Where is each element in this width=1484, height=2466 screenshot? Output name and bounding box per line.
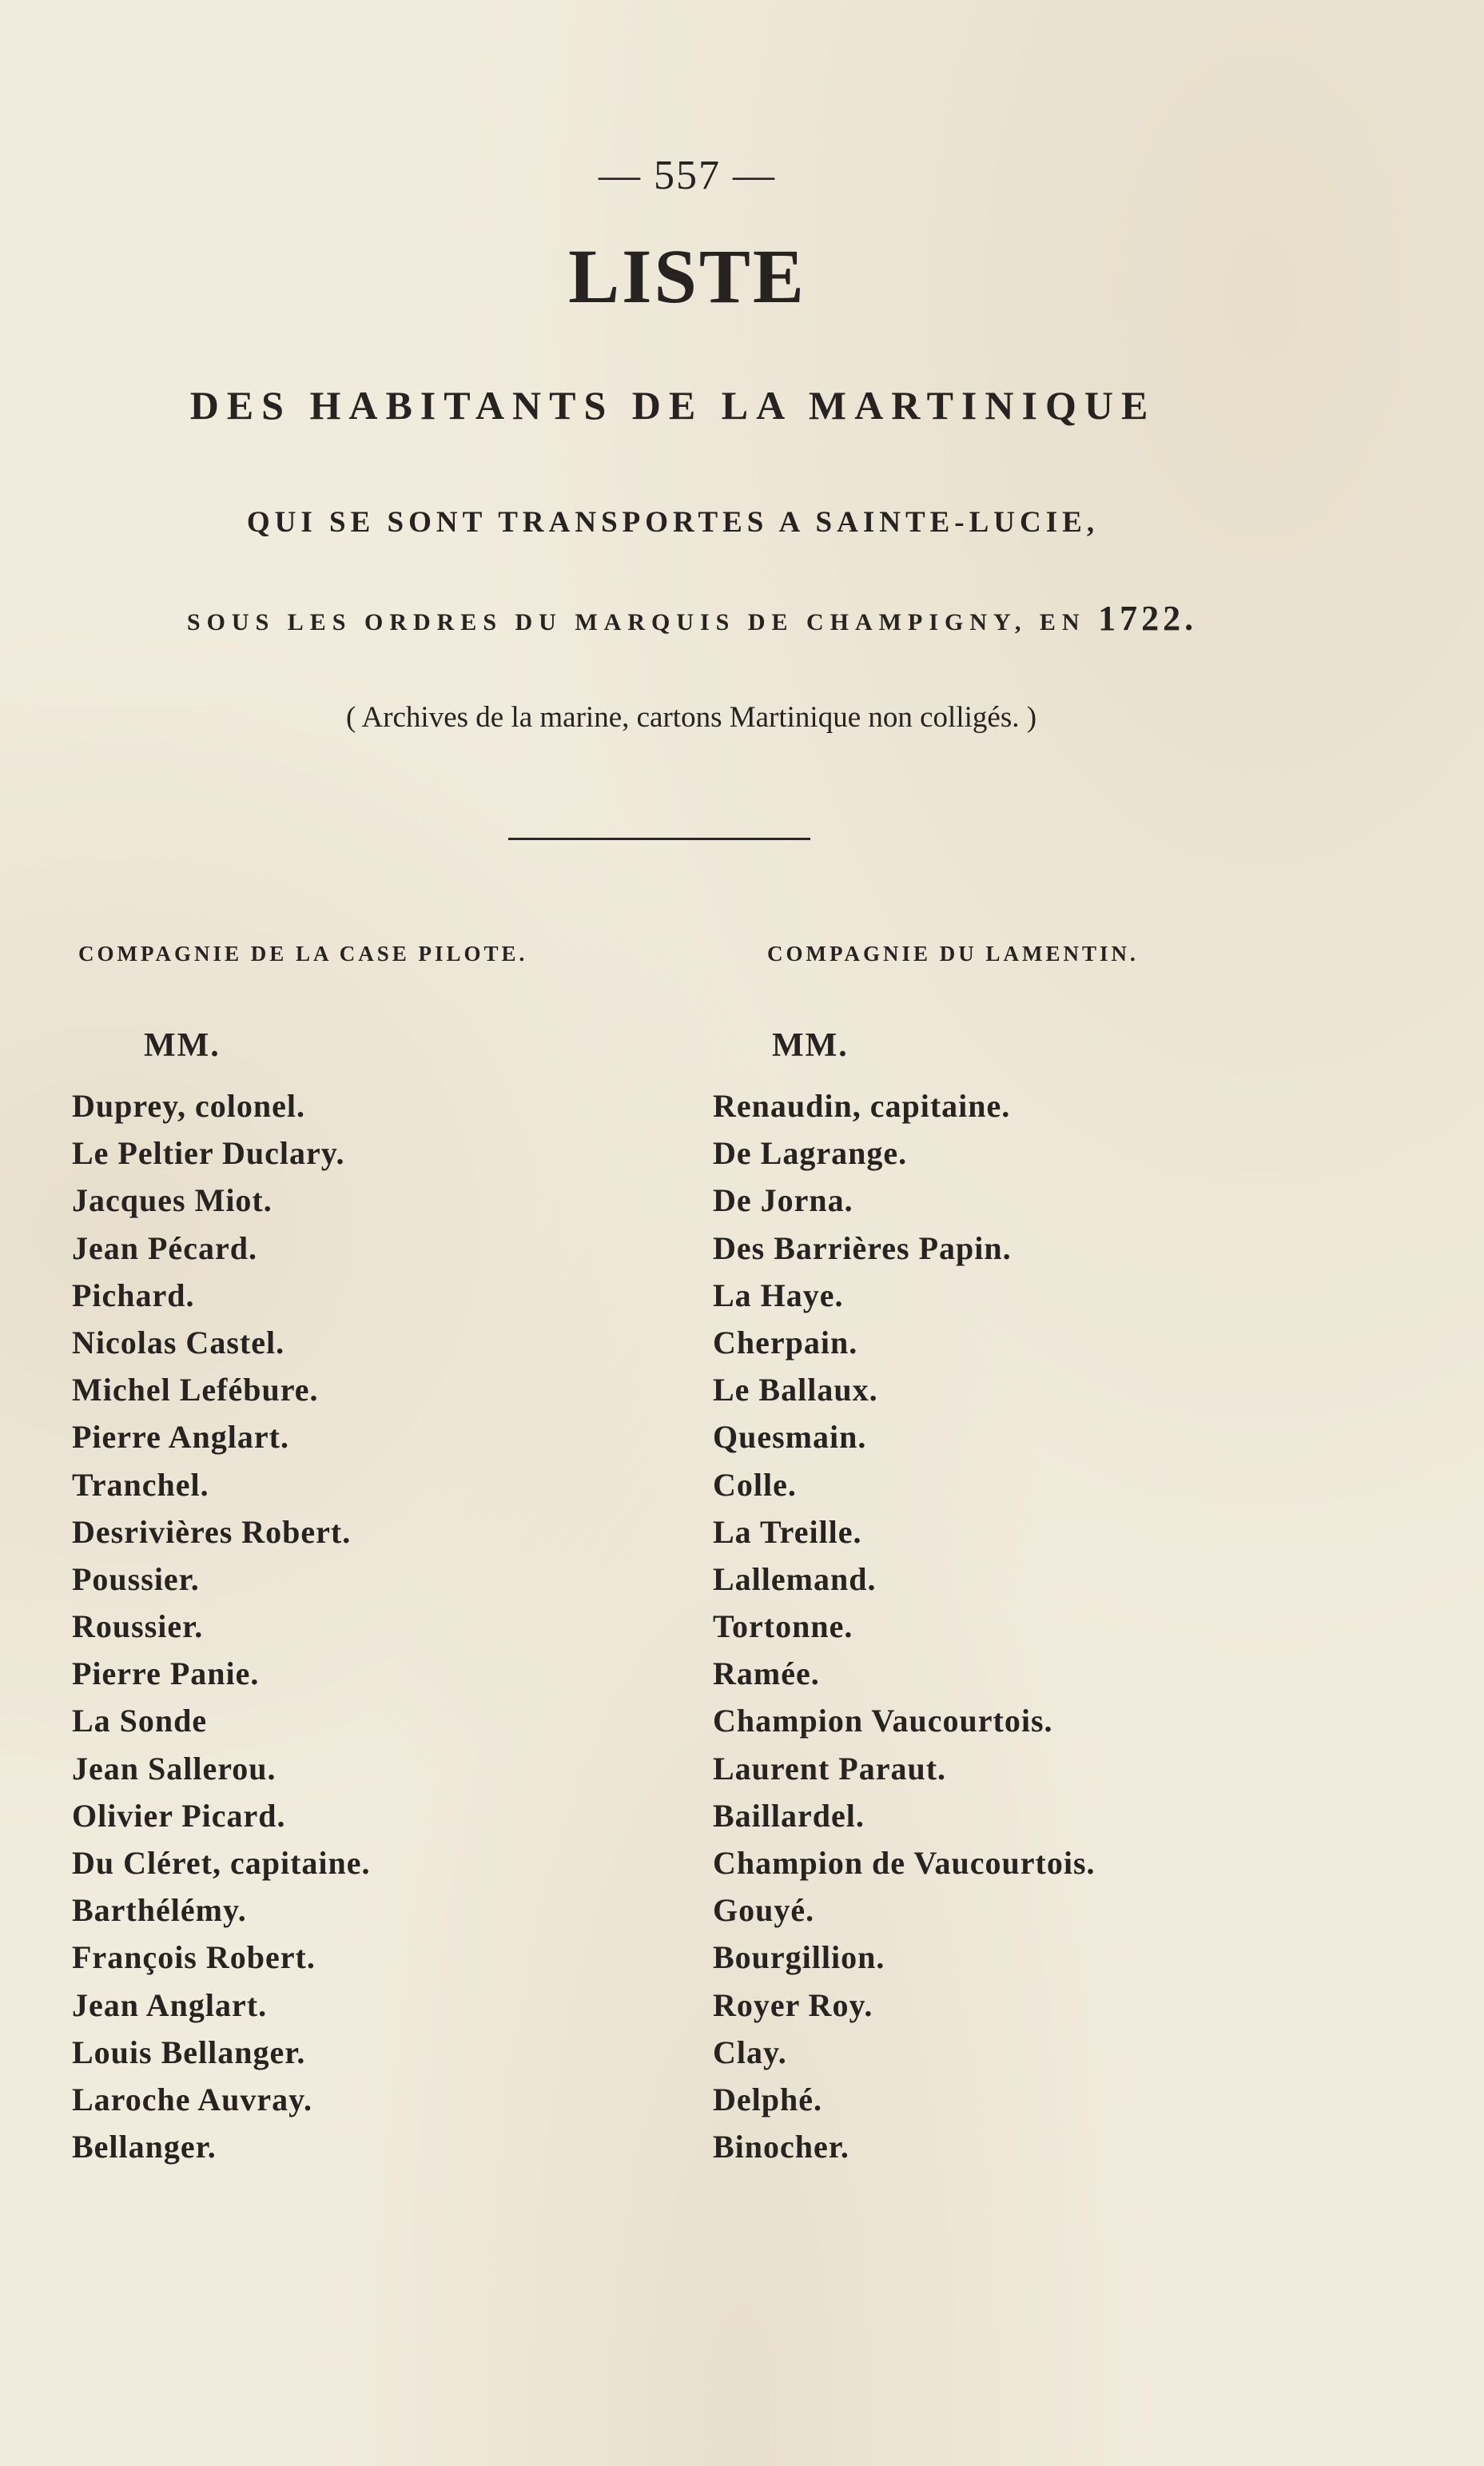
list-item: Renaudin, capitaine.	[713, 1088, 1011, 1124]
page-title: LISTE	[568, 233, 806, 319]
list-item: Tranchel.	[72, 1466, 209, 1503]
mm-label-right: MM.	[772, 1027, 849, 1064]
list-item: Pierre Anglart.	[72, 1419, 289, 1456]
list-item: La Haye.	[713, 1277, 844, 1313]
list-item: Jean Sallerou.	[72, 1750, 277, 1787]
list-item: Le Ballaux.	[713, 1372, 878, 1408]
list-item: Laurent Paraut.	[713, 1750, 947, 1787]
list-item: Champion Vaucourtois.	[713, 1703, 1053, 1739]
subtitle-line-2: QUI SE SONT TRANSPORTES A SAINTE-LUCIE,	[246, 506, 1100, 539]
list-item: Cherpain.	[713, 1324, 858, 1360]
list-item: La Sonde	[72, 1703, 208, 1739]
list-item: Bellanger.	[72, 2129, 217, 2165]
list-item: Le Peltier Duclary.	[72, 1135, 345, 1172]
separator-rule	[508, 838, 810, 840]
column-heading-case-pilote: COMPAGNIE DE LA CASE PILOTE.	[78, 942, 528, 966]
list-item: Binocher.	[713, 2129, 849, 2165]
name-list-lamentin	[713, 1082, 1096, 2170]
list-item: La Treille.	[713, 1513, 862, 1550]
list-item: Jean Anglart.	[72, 1986, 268, 2023]
mm-label-left: MM.	[144, 1027, 221, 1064]
list-item: Louis Bellanger.	[72, 2034, 306, 2070]
list-item: Michel Lefébure.	[72, 1372, 319, 1408]
list-item: Nicolas Castel.	[72, 1324, 285, 1360]
list-item: Royer Roy.	[713, 1986, 873, 2023]
subtitle-year: 1722.	[1098, 599, 1198, 638]
list-item: Delphé.	[713, 2081, 822, 2117]
list-item: Pichard.	[72, 1277, 195, 1313]
subtitle-line-1: DES HABITANTS DE LA MARTINIQUE	[189, 383, 1156, 428]
list-item: Duprey, colonel.	[72, 1088, 305, 1124]
list-item: Baillardel.	[713, 1797, 865, 1834]
list-item: Olivier Picard.	[72, 1797, 286, 1834]
list-item: Colle.	[713, 1466, 797, 1503]
list-item: Des Barrières Papin.	[713, 1229, 1012, 1266]
list-item: Quesmain.	[713, 1419, 867, 1456]
page-number: — 557 —	[599, 153, 776, 198]
list-item: Gouyé.	[713, 1892, 815, 1929]
list-item: Desrivières Robert.	[72, 1513, 352, 1550]
column-heading-lamentin: COMPAGNIE DU LAMENTIN.	[767, 942, 1139, 966]
subtitle-line-3-text: SOUS LES ORDRES DU MARQUIS DE CHAMPIGNY, EN	[186, 609, 1086, 635]
list-item: Pierre Panie.	[72, 1655, 260, 1692]
list-item: Poussier.	[72, 1560, 200, 1597]
list-item: Jean Pécard.	[72, 1229, 257, 1266]
source-note: ( Archives de la marine, cartons Martinique non colligés. )	[345, 701, 1037, 734]
list-item: De Lagrange.	[713, 1135, 908, 1172]
list-item: Barthélémy.	[72, 1892, 247, 1929]
list-item: Roussier.	[72, 1608, 204, 1645]
list-item: Jacques Miot.	[72, 1182, 273, 1219]
name-list-case-pilote	[72, 1082, 371, 2170]
list-item: Champion de Vaucourtois.	[713, 1845, 1096, 1881]
list-item: Lallemand.	[713, 1560, 877, 1597]
list-item: Du Cléret, capitaine.	[72, 1845, 371, 1881]
list-item: François Robert.	[72, 1939, 316, 1976]
list-item: De Jorna.	[713, 1182, 853, 1219]
list-item: Bourgillion.	[713, 1939, 885, 1976]
list-item: Laroche Auvray.	[72, 2081, 312, 2117]
list-item: Ramée.	[713, 1655, 820, 1692]
list-item: Tortonne.	[713, 1608, 853, 1645]
subtitle-line-3	[77, 598, 1307, 639]
list-item: Clay.	[713, 2034, 787, 2070]
